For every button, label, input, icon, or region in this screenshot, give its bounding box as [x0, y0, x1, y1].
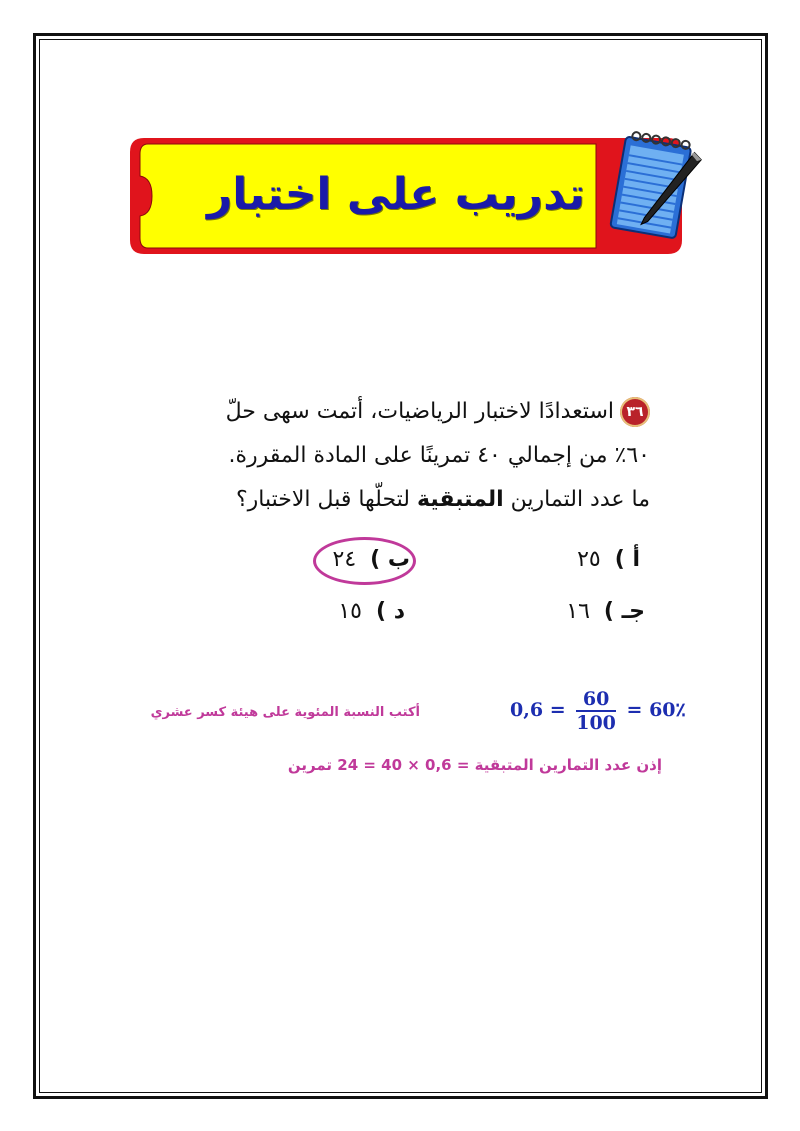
solution-step-label: أكتب النسبة المئوية على هيئة كسر عشري	[150, 705, 420, 720]
choice-d-letter: د )	[375, 599, 405, 624]
solution-conclusion: إذن عدد التمارين المتبقية = 0,6 × 40 = 24 تمرين	[287, 756, 662, 774]
choice-c[interactable]	[566, 599, 645, 624]
question-number-badge: ٣٦	[620, 397, 650, 427]
banner-title: تدريب على اختبار	[206, 169, 586, 220]
question-line-3-bold: المتبقية	[417, 487, 504, 512]
equals-sign-2: =	[626, 699, 643, 721]
question-line-3-start: ما عدد التمارين	[503, 487, 650, 512]
question-block	[190, 390, 650, 522]
equals-sign-1: =	[549, 699, 566, 721]
question-line-2: ٦٠٪ من إجمالي ٤٠ تمرينًا على المادة المقررة.	[228, 443, 650, 468]
banner	[126, 134, 686, 258]
question-line-1	[190, 390, 650, 434]
choice-c-value: ١٦	[566, 599, 590, 624]
choice-a[interactable]	[577, 547, 640, 572]
choice-a-letter: أ )	[614, 547, 640, 572]
question-line-3-end: لتحلّها قبل الاختبار؟	[236, 487, 418, 512]
percent-value: 60٪	[649, 699, 686, 721]
percent-to-decimal-equation	[510, 688, 686, 734]
choice-d[interactable]	[338, 599, 405, 624]
fraction-denominator: 100	[576, 712, 616, 734]
fraction-numerator: 60	[576, 688, 616, 712]
choice-d-value: ١٥	[338, 599, 362, 624]
answer-circle	[313, 537, 416, 585]
fraction	[576, 688, 616, 734]
question-line-1-text: استعدادًا لاختبار الرياضيات، أتمت سهى حلّ	[225, 399, 614, 424]
notepad-pen-icon	[604, 126, 704, 246]
choice-c-letter: جـ )	[603, 599, 645, 624]
choice-b-value: ٢٤	[332, 547, 357, 572]
choice-a-value: ٢٥	[577, 547, 601, 572]
choice-b-letter: ب )	[370, 547, 410, 572]
decimal-result: 0,6	[510, 699, 544, 721]
question-line-3	[190, 478, 650, 522]
